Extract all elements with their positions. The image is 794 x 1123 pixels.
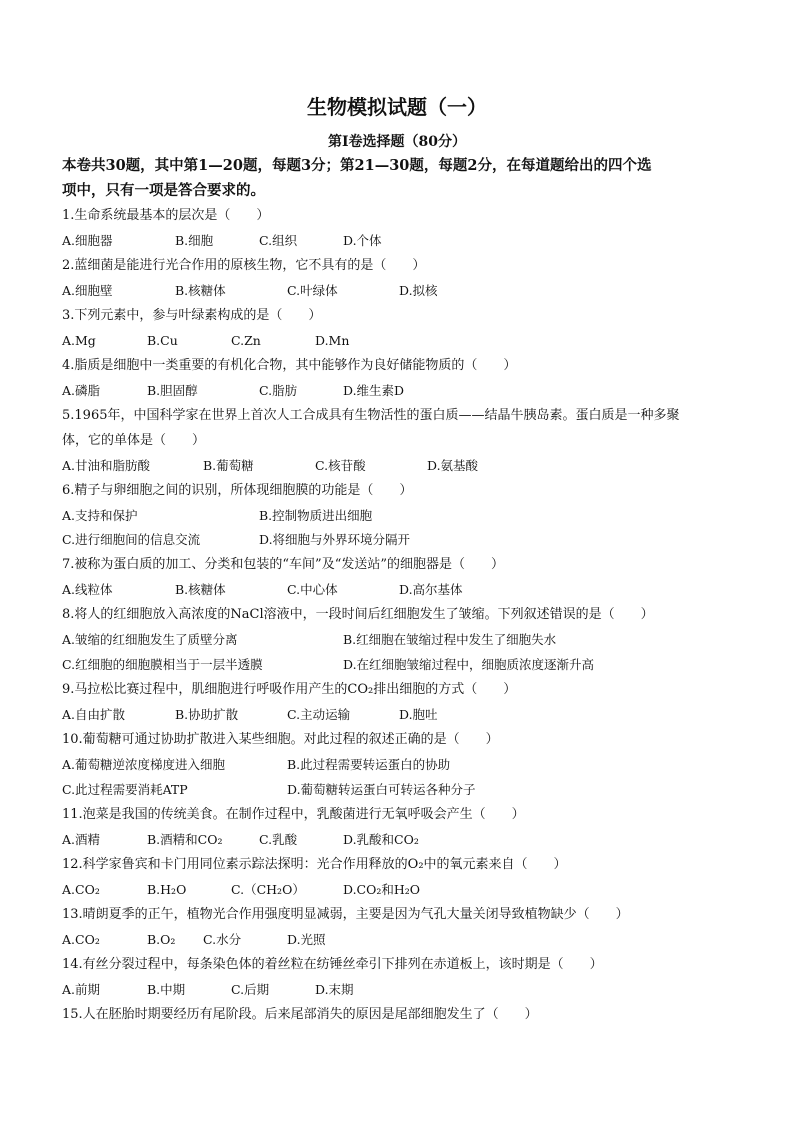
question-3-option-c[interactable]: C.Zn (231, 333, 261, 348)
question-5-option-b[interactable]: B.葡萄糖 (203, 458, 254, 473)
question-5-option-d[interactable]: D.氨基酸 (427, 458, 479, 473)
question-2-option-c[interactable]: C.叶绿体 (287, 283, 338, 298)
question-12-option-b[interactable]: B.H₂O (147, 882, 187, 897)
question-10-option-a[interactable]: A.葡萄糖逆浓度梯度进入细胞 (62, 757, 226, 772)
question-14-option-b[interactable]: B.中期 (147, 982, 186, 997)
question-1-option-c[interactable]: C.组织 (259, 233, 298, 248)
question-6-stem: 6.精子与卵细胞之间的识别，所体现细胞膜的功能是（ ） (62, 483, 413, 498)
question-1-option-b[interactable]: B.细胞 (175, 233, 214, 248)
question-6-option-d[interactable]: D.将细胞与外界环境分隔开 (259, 532, 411, 547)
question-12-option-d[interactable]: D.CO₂和H₂O (343, 882, 421, 897)
question-15-stem: 15.人在胚胎时期要经历有尾阶段。后来尾部消失的原因是尾部细胞发生了（ ） (62, 1007, 538, 1022)
question-10-option-b[interactable]: B.此过程需要转运蛋白的协助 (287, 757, 451, 772)
question-13-option-c[interactable]: C.水分 (203, 932, 242, 947)
question-3-option-b[interactable]: B.Cu (147, 333, 178, 348)
question-12-option-c[interactable]: C.（CH₂O） (231, 882, 305, 897)
question-14-option-a[interactable]: A.前期 (62, 982, 101, 997)
question-11-option-a[interactable]: A.酒精 (62, 832, 101, 847)
instructions-line-2: 项中，只有一项是答合要求的。 (62, 182, 265, 199)
question-13-stem: 13.晴朗夏季的正午，植物光合作用强度明显减弱，主要是因为气孔大量关闭导致植物缺少（ ） (62, 907, 629, 922)
question-7-option-b[interactable]: B.核糖体 (175, 582, 226, 597)
question-12-stem: 12.科学家鲁宾和卡门用同位素示踪法探明：光合作用释放的O₂中的氧元素来自（ ） (62, 857, 567, 872)
question-5-option-a[interactable]: A.甘油和脂肪酸 (62, 458, 151, 473)
question-6-option-c[interactable]: C.进行细胞间的信息交流 (62, 532, 201, 547)
question-11-option-b[interactable]: B.酒精和CO₂ (147, 832, 223, 847)
question-11-option-d[interactable]: D.乳酸和CO₂ (343, 832, 419, 847)
question-2-option-b[interactable]: B.核糖体 (175, 283, 226, 298)
question-8-option-c[interactable]: C.红细胞的细胞膜相当于一层半透膜 (62, 657, 263, 672)
question-10-option-d[interactable]: D.葡萄糖转运蛋白可转运各种分子 (287, 782, 476, 797)
question-1-option-a[interactable]: A.细胞器 (62, 233, 113, 248)
question-4-option-d[interactable]: D.维生素D (343, 383, 405, 398)
question-11-stem: 11.泡菜是我国的传统美食。在制作过程中，乳酸菌进行无氧呼吸会产生（ ） (62, 807, 525, 822)
question-4-option-b[interactable]: B.胆固醇 (147, 383, 198, 398)
question-10-option-c[interactable]: C.此过程需要消耗ATP (62, 782, 188, 797)
instructions-line-1: 本卷共30题，其中第1—20题，每题3分；第21—30题，每题2分，在每道题给出的四个选 (62, 157, 652, 174)
question-4-stem: 4.脂质是细胞中一类重要的有机化合物，其中能够作为良好储能物质的（ ） (62, 358, 517, 373)
question-8-option-b[interactable]: B.红细胞在皱缩过程中发生了细胞失水 (343, 632, 557, 647)
question-13-option-d[interactable]: D.光照 (287, 932, 326, 947)
exam-title: 生物模拟试题（一） (307, 95, 487, 119)
question-5-option-c[interactable]: C.核苷酸 (315, 458, 366, 473)
question-7-option-a[interactable]: A.线粒体 (62, 582, 113, 597)
question-7-option-c[interactable]: C.中心体 (287, 582, 338, 597)
question-2-option-d[interactable]: D.拟核 (399, 283, 438, 298)
question-4-option-a[interactable]: A.磷脂 (62, 383, 101, 398)
question-1-option-d[interactable]: D.个体 (343, 233, 382, 248)
question-9-option-d[interactable]: D.胞吐 (399, 707, 438, 722)
question-12-option-a[interactable]: A.CO₂ (62, 882, 100, 897)
question-8-option-d[interactable]: D.在红细胞皱缩过程中，细胞质浓度逐渐升高 (343, 657, 595, 672)
instructions (62, 153, 742, 203)
question-11-option-c[interactable]: C.乳酸 (259, 832, 298, 847)
question-13-option-a[interactable]: A.CO₂ (62, 932, 100, 947)
section-heading: 第Ⅰ卷选择题（80分） (327, 134, 467, 150)
question-5-stem-line-2: 体，它的单体是（ ） (62, 433, 206, 448)
question-7-stem: 7.被称为蛋白质的加工、分类和包装的“车间”及“发送站”的细胞器是（ ） (62, 557, 504, 572)
question-14-option-d[interactable]: D.末期 (315, 982, 354, 997)
question-13-option-b[interactable]: B.O₂ (147, 932, 176, 947)
question-1-stem: 1.生命系统最基本的层次是（ ） (62, 208, 270, 223)
question-9-option-c[interactable]: C.主动运输 (287, 707, 351, 722)
question-9-option-a[interactable]: A.自由扩散 (62, 707, 126, 722)
question-3-option-a[interactable]: A.Mg (62, 333, 96, 348)
question-6-option-b[interactable]: B.控制物质进出细胞 (259, 508, 373, 523)
question-2-option-a[interactable]: A.细胞壁 (62, 283, 113, 298)
question-14-option-c[interactable]: C.后期 (231, 982, 270, 997)
question-2-stem: 2.蓝细菌是能进行光合作用的原核生物，它不具有的是（ ） (62, 258, 426, 273)
question-3-stem: 3.下列元素中，参与叶绿素构成的是（ ） (62, 308, 322, 323)
question-9-stem: 9.马拉松比赛过程中，肌细胞进行呼吸作用产生的CO₂排出细胞的方式（ ） (62, 682, 517, 697)
question-6-option-a[interactable]: A.支持和保护 (62, 508, 138, 523)
question-14-stem: 14.有丝分裂过程中，每条染色体的着丝粒在纺锤丝牵引下排列在赤道板上，该时期是（ ） (62, 957, 603, 972)
question-8-stem: 8.将人的红细胞放入高浓度的NaCl溶液中，一段时间后红细胞发生了皱缩。下列叙述错误的是（ ） (62, 607, 654, 622)
question-4-option-c[interactable]: C.脂肪 (259, 383, 298, 398)
question-8-option-a[interactable]: A.皱缩的红细胞发生了质壁分离 (62, 632, 238, 647)
question-3-option-d[interactable]: D.Mn (315, 333, 350, 348)
question-7-option-d[interactable]: D.高尔基体 (399, 582, 463, 597)
question-5-stem-line-1: 5.1965年，中国科学家在世界上首次人工合成具有生物活性的蛋白质——结晶牛胰岛素。蛋白质是一种多聚 (62, 408, 680, 423)
question-9-option-b[interactable]: B.协助扩散 (175, 707, 239, 722)
question-10-stem: 10.葡萄糖可通过协助扩散进入某些细胞。对此过程的叙述正确的是（ ） (62, 732, 499, 747)
